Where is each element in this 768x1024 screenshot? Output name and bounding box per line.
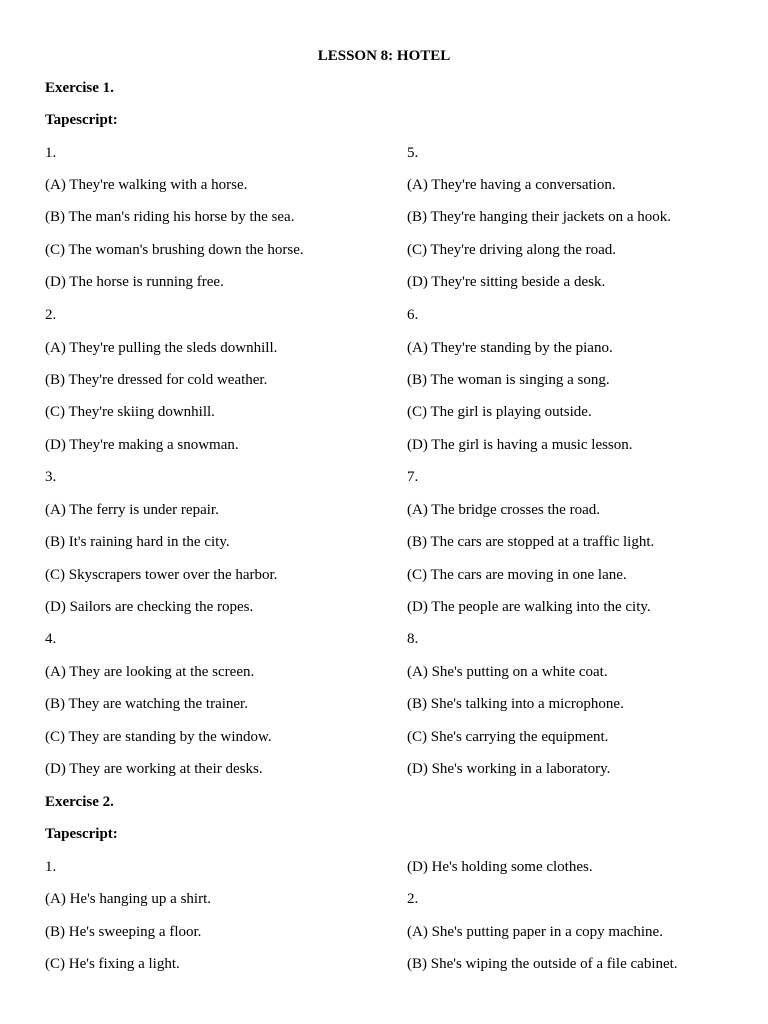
ex1-option: (C) They are standing by the window. bbox=[45, 729, 272, 745]
ex2-option: (A) He's hanging up a shirt. bbox=[45, 891, 212, 907]
ex1-question-number: 3. bbox=[45, 469, 57, 485]
ex1-option: (C) The woman's brushing down the horse. bbox=[45, 242, 304, 258]
ex1-question-number: 6. bbox=[407, 307, 419, 323]
ex1-option: (B) She's talking into a microphone. bbox=[407, 696, 624, 712]
ex2-option: (D) He's holding some clothes. bbox=[407, 859, 593, 875]
ex1-option: (D) The people are walking into the city. bbox=[407, 599, 651, 615]
ex2-option: (A) She's putting paper in a copy machine. bbox=[407, 924, 663, 940]
ex1-option: (C) They're skiing downhill. bbox=[45, 404, 215, 420]
ex1-option: (B) They're dressed for cold weather. bbox=[45, 372, 268, 388]
ex1-option: (D) She's working in a laboratory. bbox=[407, 761, 611, 777]
ex1-question-number: 7. bbox=[407, 469, 419, 485]
ex1-option: (A) They're walking with a horse. bbox=[45, 177, 248, 193]
ex1-question-number: 8. bbox=[407, 631, 419, 647]
ex1-option: (C) They're driving along the road. bbox=[407, 242, 617, 258]
ex1-option: (A) They're standing by the piano. bbox=[407, 340, 613, 356]
ex2-question-number: 2. bbox=[407, 891, 419, 907]
ex1-option: (C) The cars are moving in one lane. bbox=[407, 567, 627, 583]
ex2-option: (B) He's sweeping a floor. bbox=[45, 924, 202, 940]
ex1-option: (B) They're hanging their jackets on a hook. bbox=[407, 209, 672, 225]
exercise-2-tapescript-label: Tapescript: bbox=[45, 826, 118, 842]
ex1-question-number: 4. bbox=[45, 631, 57, 647]
exercise-1-tapescript-label: Tapescript: bbox=[45, 112, 118, 128]
ex1-option: (A) The ferry is under repair. bbox=[45, 502, 219, 518]
exercise-1-heading: Exercise 1. bbox=[45, 80, 114, 96]
ex1-option: (A) She's putting on a white coat. bbox=[407, 664, 608, 680]
ex1-question-number: 2. bbox=[45, 307, 57, 323]
ex1-option: (B) The cars are stopped at a traffic light. bbox=[407, 534, 655, 550]
ex1-option: (D) They're sitting beside a desk. bbox=[407, 274, 606, 290]
ex1-option: (A) They're having a conversation. bbox=[407, 177, 616, 193]
lesson-title: LESSON 8: HOTEL bbox=[317, 48, 451, 64]
ex1-option: (D) They are working at their desks. bbox=[45, 761, 263, 777]
ex1-option: (D) They're making a snowman. bbox=[45, 437, 239, 453]
exercise-2-heading: Exercise 2. bbox=[45, 794, 114, 810]
ex1-option: (B) It's raining hard in the city. bbox=[45, 534, 230, 550]
ex2-question-number: 1. bbox=[45, 859, 57, 875]
ex1-question-number: 1. bbox=[45, 145, 57, 161]
ex2-option: (B) She's wiping the outside of a file cabinet. bbox=[407, 956, 678, 972]
ex1-option: (B) They are watching the trainer. bbox=[45, 696, 248, 712]
ex1-option: (A) The bridge crosses the road. bbox=[407, 502, 600, 518]
ex1-question-number: 5. bbox=[407, 145, 419, 161]
ex1-option: (C) The girl is playing outside. bbox=[407, 404, 592, 420]
ex1-option: (C) She's carrying the equipment. bbox=[407, 729, 609, 745]
ex1-option: (D) The girl is having a music lesson. bbox=[407, 437, 633, 453]
ex1-option: (A) They are looking at the screen. bbox=[45, 664, 255, 680]
ex1-option: (A) They're pulling the sleds downhill. bbox=[45, 340, 278, 356]
ex1-option: (C) Skyscrapers tower over the harbor. bbox=[45, 567, 278, 583]
ex1-option: (B) The man's riding his horse by the sea. bbox=[45, 209, 295, 225]
ex1-option: (D) The horse is running free. bbox=[45, 274, 224, 290]
ex1-option: (B) The woman is singing a song. bbox=[407, 372, 610, 388]
ex1-option: (D) Sailors are checking the ropes. bbox=[45, 599, 254, 615]
ex2-option: (C) He's fixing a light. bbox=[45, 956, 180, 972]
